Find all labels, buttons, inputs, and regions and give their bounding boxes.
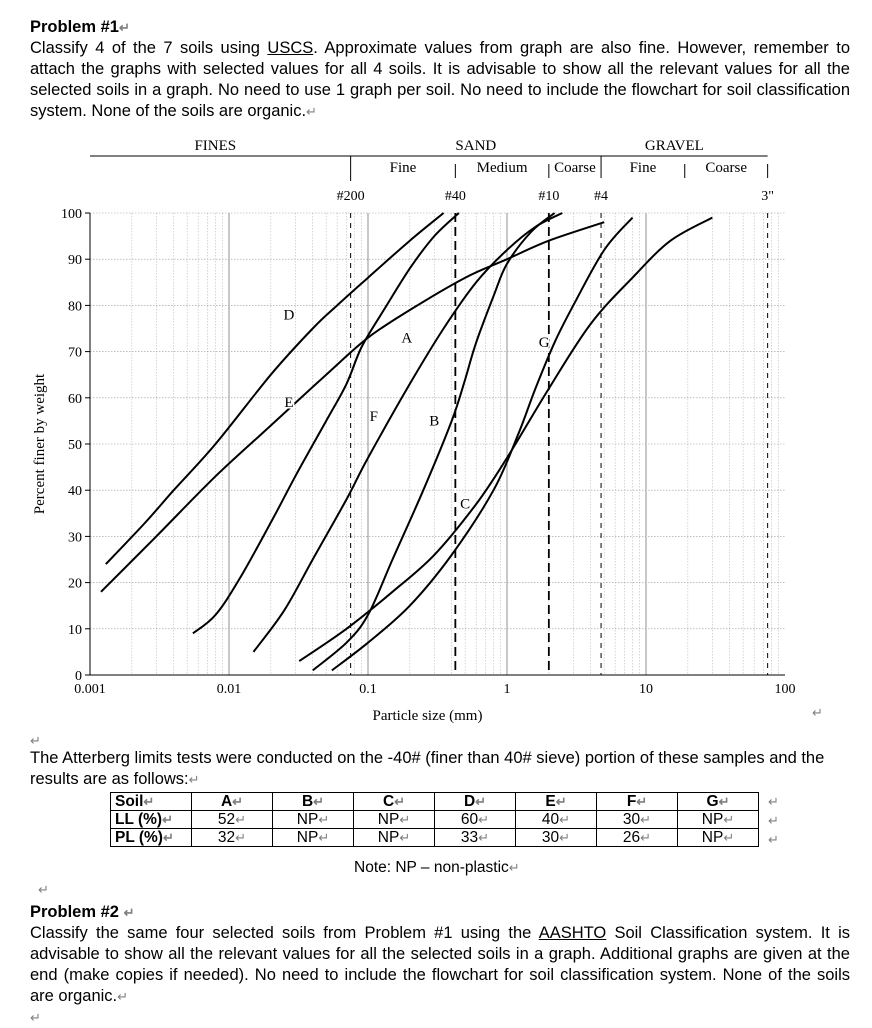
problem1-intro: Classify 4 of the 7 soils using USCS. Approximate values from graph are also fine. However, remember to attach the graphs with selected values for all 4 soils. It is advisable to show all the relevant values for all the selected soils in a graph. No need to use 1 graph per soil. No need to include the flowchart for soil classification system. None of the soils are organic.↵ — [30, 39, 850, 120]
y-tick-label: 90 — [68, 253, 82, 269]
sieve-lines — [337, 189, 774, 675]
table-cell: A↵ — [192, 793, 273, 811]
header-gravel-coarse: Coarse — [705, 160, 748, 176]
sieve-label: #10 — [538, 189, 560, 204]
table-cell: D↵ — [435, 793, 516, 811]
header-gravel: GRAVEL — [644, 138, 704, 154]
return-mark: ↵ — [768, 832, 779, 847]
y-tick-label: 70 — [68, 345, 82, 361]
x-tick-label: 0.01 — [216, 682, 242, 697]
sieve-label: #40 — [444, 189, 466, 204]
header-sand-coarse: Coarse — [554, 160, 596, 176]
table-cell: NP↵ — [678, 811, 759, 829]
table-cell: NP↵ — [678, 829, 759, 847]
y-tick-label: 30 — [68, 530, 82, 546]
header-gravel-fine: Fine — [629, 160, 657, 176]
problem2-heading: Problem #2 ↵ — [30, 903, 135, 921]
table-cell: 30↵ — [516, 829, 597, 847]
soil-type-header — [90, 138, 768, 181]
table-row — [111, 829, 759, 847]
curve-f — [254, 213, 563, 652]
return-mark: ↵ — [38, 882, 49, 897]
table-cell: 33↵ — [435, 829, 516, 847]
sieve-label: #200 — [336, 189, 365, 204]
table-cell: 26↵ — [597, 829, 678, 847]
header-sand: SAND — [455, 138, 497, 154]
table-cell: 30↵ — [597, 811, 678, 829]
table-cell: 32↵ — [192, 829, 273, 847]
x-axis-label: Particle size (mm) — [372, 708, 483, 724]
table-cell: NP↵ — [273, 811, 354, 829]
curve-label-e: E — [284, 395, 294, 412]
table-cell: 52↵ — [192, 811, 273, 829]
table-cell: B↵ — [273, 793, 354, 811]
table-cell: LL (%)↵ — [111, 811, 192, 829]
curve-label-d: D — [283, 307, 295, 324]
return-mark: ↵ — [768, 813, 779, 828]
sieve-label: #4 — [594, 189, 609, 204]
problem1-block — [30, 17, 850, 122]
table-cell: E↵ — [516, 793, 597, 811]
curve-c — [332, 218, 633, 671]
table-cell: F↵ — [597, 793, 678, 811]
header-sand-medium: Medium — [476, 160, 528, 176]
grain-size-chart — [0, 128, 872, 738]
x-tick-label: 10 — [639, 682, 653, 697]
y-tick-label: 100 — [61, 207, 82, 222]
table-row — [111, 811, 759, 829]
y-tick-label: 60 — [68, 391, 82, 407]
y-tick-label: 50 — [68, 438, 82, 453]
table-cell: Soil↵ — [111, 793, 192, 811]
return-mark: ↵ — [812, 705, 823, 720]
y-axis-label: Percent finer by weight — [32, 373, 48, 515]
table-note: Note: NP – non-plastic↵ — [354, 859, 520, 876]
y-tick-label: 20 — [68, 576, 82, 592]
return-mark: ↵ — [30, 733, 41, 748]
x-tick-label: 0.1 — [359, 682, 377, 697]
x-tick-label: 100 — [774, 682, 796, 697]
table-cell: 60↵ — [435, 811, 516, 829]
grid — [90, 213, 785, 675]
return-mark: ↵ — [768, 794, 779, 809]
sieve-label: 3" — [761, 189, 774, 204]
atterberg-intro: The Atterberg limits tests were conducted on the -40# (finer than 40# sieve) portion of these samples and the results are as follows:↵ — [30, 749, 825, 788]
y-tick-label: 0 — [75, 669, 82, 684]
table-header-row — [111, 793, 759, 811]
curve-label-c: C — [460, 496, 471, 513]
header-fines: FINES — [194, 138, 237, 154]
y-tick-label: 40 — [68, 484, 82, 500]
curve-d — [106, 213, 444, 564]
problem2-block — [30, 902, 850, 1028]
curves — [101, 213, 712, 670]
problem1-heading: Problem #1↵ — [30, 18, 130, 36]
table-cell: NP↵ — [273, 829, 354, 847]
uscs-link[interactable]: USCS — [267, 39, 314, 57]
table-cell: NP↵ — [354, 811, 435, 829]
y-tick-label: 80 — [68, 299, 82, 315]
table-cell: G↵ — [678, 793, 759, 811]
curve-b — [313, 213, 555, 670]
curve-label-a: A — [401, 330, 413, 347]
atterberg-table — [110, 792, 759, 847]
table-cell: 40↵ — [516, 811, 597, 829]
x-tick-label: 1 — [503, 682, 511, 697]
problem2-body: Classify the same four selected soils from Problem #1 using the AASHTO Soil Classification system. It is advisable to show all the relevant values for all the selected soils in a graph. Additional graphs are given at the end (make copies if needed). No need to include the flowchart for soil classification system. None of the soils are organic.↵ — [30, 924, 850, 1005]
y-tick-label: 10 — [68, 622, 82, 638]
curve-label-g: G — [538, 334, 550, 351]
header-sand-fine: Fine — [389, 160, 417, 176]
curve-label-b: B — [429, 413, 440, 430]
table-cell: PL (%)↵ — [111, 829, 192, 847]
return-mark: ↵ — [30, 1010, 41, 1025]
x-tick-label: 0.001 — [74, 682, 106, 697]
aashto-link[interactable]: AASHTO — [538, 924, 607, 942]
curve-label-f: F — [369, 408, 378, 425]
table-cell: NP↵ — [354, 829, 435, 847]
table-cell: C↵ — [354, 793, 435, 811]
axes — [32, 207, 796, 724]
